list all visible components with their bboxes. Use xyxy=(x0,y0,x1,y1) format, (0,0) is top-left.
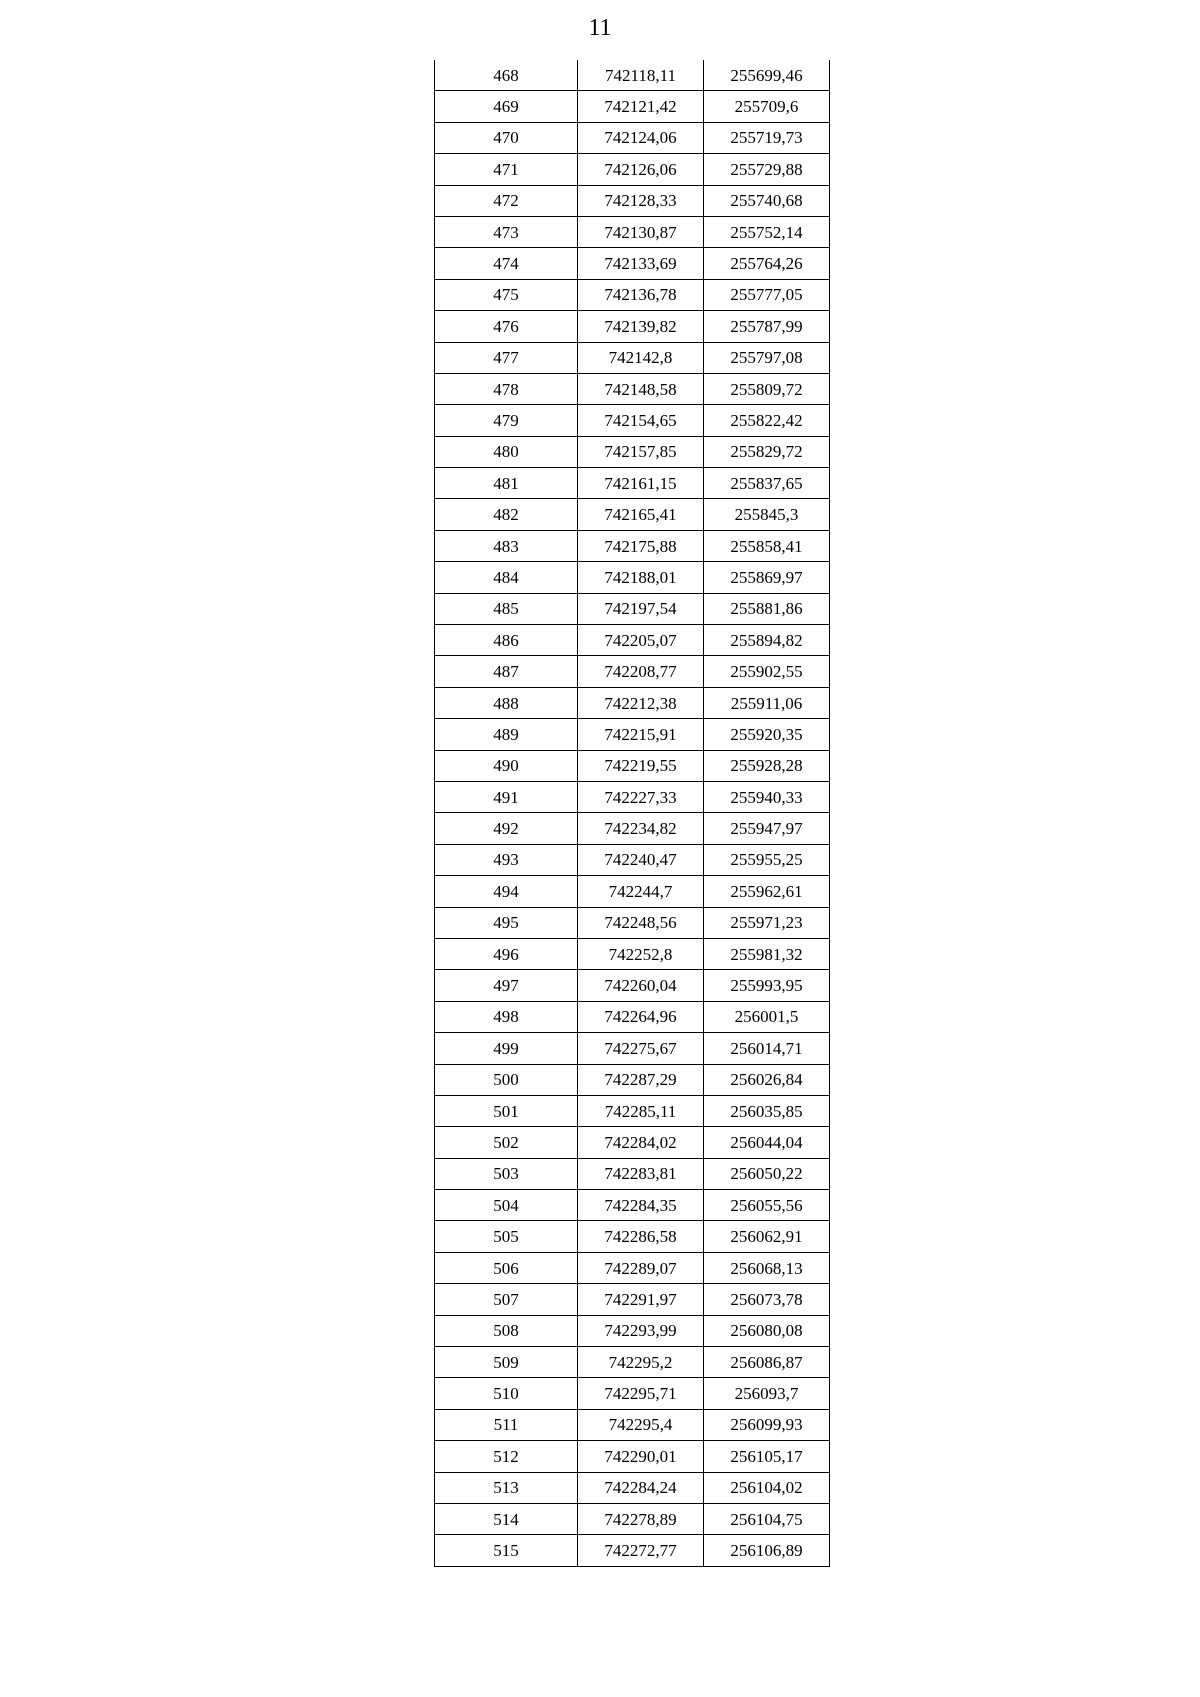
point-number-cell: 475 xyxy=(435,279,578,310)
table-row xyxy=(435,311,830,342)
table-row xyxy=(435,122,830,153)
y-coordinate-cell: 256055,56 xyxy=(704,1190,830,1221)
y-coordinate-cell: 256026,84 xyxy=(704,1064,830,1095)
table-row xyxy=(435,1095,830,1126)
x-coordinate-cell: 742205,07 xyxy=(578,625,704,656)
x-coordinate-cell: 742295,2 xyxy=(578,1347,704,1378)
point-number-cell: 502 xyxy=(435,1127,578,1158)
table-row xyxy=(435,405,830,436)
table-row xyxy=(435,1033,830,1064)
y-coordinate-cell: 256044,04 xyxy=(704,1127,830,1158)
table-row xyxy=(435,970,830,1001)
table-row xyxy=(435,248,830,279)
point-number-cell: 481 xyxy=(435,468,578,499)
table-row xyxy=(435,1409,830,1440)
y-coordinate-cell: 255809,72 xyxy=(704,373,830,404)
x-coordinate-cell: 742275,67 xyxy=(578,1033,704,1064)
y-coordinate-cell: 255709,6 xyxy=(704,91,830,122)
table-row xyxy=(435,91,830,122)
y-coordinate-cell: 256104,02 xyxy=(704,1472,830,1503)
table-row xyxy=(435,185,830,216)
point-number-cell: 474 xyxy=(435,248,578,279)
y-coordinate-cell: 255971,23 xyxy=(704,907,830,938)
y-coordinate-cell: 256014,71 xyxy=(704,1033,830,1064)
point-number-cell: 510 xyxy=(435,1378,578,1409)
y-coordinate-cell: 255729,88 xyxy=(704,154,830,185)
point-number-cell: 468 xyxy=(435,60,578,91)
point-number-cell: 507 xyxy=(435,1284,578,1315)
point-number-cell: 484 xyxy=(435,562,578,593)
point-number-cell: 496 xyxy=(435,938,578,969)
table-row xyxy=(435,687,830,718)
table-row xyxy=(435,1284,830,1315)
point-number-cell: 503 xyxy=(435,1158,578,1189)
table-row xyxy=(435,216,830,247)
x-coordinate-cell: 742284,02 xyxy=(578,1127,704,1158)
x-coordinate-cell: 742227,33 xyxy=(578,781,704,812)
point-number-cell: 476 xyxy=(435,311,578,342)
point-number-cell: 473 xyxy=(435,216,578,247)
x-coordinate-cell: 742197,54 xyxy=(578,593,704,624)
x-coordinate-cell: 742293,99 xyxy=(578,1315,704,1346)
table-row xyxy=(435,1347,830,1378)
x-coordinate-cell: 742139,82 xyxy=(578,311,704,342)
y-coordinate-cell: 256080,08 xyxy=(704,1315,830,1346)
table-row xyxy=(435,813,830,844)
table-row xyxy=(435,876,830,907)
point-number-cell: 483 xyxy=(435,530,578,561)
point-number-cell: 490 xyxy=(435,750,578,781)
y-coordinate-cell: 255829,72 xyxy=(704,436,830,467)
table-row xyxy=(435,279,830,310)
x-coordinate-cell: 742260,04 xyxy=(578,970,704,1001)
point-number-cell: 479 xyxy=(435,405,578,436)
table-row xyxy=(435,562,830,593)
x-coordinate-cell: 742284,24 xyxy=(578,1472,704,1503)
x-coordinate-cell: 742252,8 xyxy=(578,938,704,969)
point-number-cell: 469 xyxy=(435,91,578,122)
x-coordinate-cell: 742154,65 xyxy=(578,405,704,436)
y-coordinate-cell: 256062,91 xyxy=(704,1221,830,1252)
x-coordinate-cell: 742142,8 xyxy=(578,342,704,373)
point-number-cell: 513 xyxy=(435,1472,578,1503)
x-coordinate-cell: 742290,01 xyxy=(578,1441,704,1472)
x-coordinate-cell: 742284,35 xyxy=(578,1190,704,1221)
point-number-cell: 499 xyxy=(435,1033,578,1064)
x-coordinate-cell: 742286,58 xyxy=(578,1221,704,1252)
table-row xyxy=(435,593,830,624)
y-coordinate-cell: 256035,85 xyxy=(704,1095,830,1126)
table-row xyxy=(435,436,830,467)
point-number-cell: 493 xyxy=(435,844,578,875)
table-row xyxy=(435,499,830,530)
y-coordinate-cell: 255993,95 xyxy=(704,970,830,1001)
x-coordinate-cell: 742175,88 xyxy=(578,530,704,561)
y-coordinate-cell: 255962,61 xyxy=(704,876,830,907)
y-coordinate-cell: 256086,87 xyxy=(704,1347,830,1378)
y-coordinate-cell: 255881,86 xyxy=(704,593,830,624)
table-row xyxy=(435,1378,830,1409)
point-number-cell: 477 xyxy=(435,342,578,373)
x-coordinate-cell: 742264,96 xyxy=(578,1001,704,1032)
table-row xyxy=(435,342,830,373)
x-coordinate-cell: 742248,56 xyxy=(578,907,704,938)
x-coordinate-cell: 742285,11 xyxy=(578,1095,704,1126)
table-row xyxy=(435,1315,830,1346)
table-row xyxy=(435,154,830,185)
table-row xyxy=(435,1001,830,1032)
x-coordinate-cell: 742118,11 xyxy=(578,60,704,91)
x-coordinate-cell: 742208,77 xyxy=(578,656,704,687)
y-coordinate-cell: 256068,13 xyxy=(704,1252,830,1283)
y-coordinate-cell: 256073,78 xyxy=(704,1284,830,1315)
x-coordinate-cell: 742215,91 xyxy=(578,719,704,750)
table-row xyxy=(435,625,830,656)
y-coordinate-cell: 255837,65 xyxy=(704,468,830,499)
table-row xyxy=(435,719,830,750)
y-coordinate-cell: 255894,82 xyxy=(704,625,830,656)
x-coordinate-cell: 742234,82 xyxy=(578,813,704,844)
x-coordinate-cell: 742165,41 xyxy=(578,499,704,530)
table-row xyxy=(435,1127,830,1158)
table-row xyxy=(435,1472,830,1503)
point-number-cell: 482 xyxy=(435,499,578,530)
x-coordinate-cell: 742157,85 xyxy=(578,436,704,467)
point-number-cell: 509 xyxy=(435,1347,578,1378)
y-coordinate-cell: 255940,33 xyxy=(704,781,830,812)
x-coordinate-cell: 742136,78 xyxy=(578,279,704,310)
x-coordinate-cell: 742295,4 xyxy=(578,1409,704,1440)
x-coordinate-cell: 742126,06 xyxy=(578,154,704,185)
table-row xyxy=(435,1190,830,1221)
y-coordinate-cell: 255928,28 xyxy=(704,750,830,781)
x-coordinate-cell: 742272,77 xyxy=(578,1535,704,1566)
x-coordinate-cell: 742291,97 xyxy=(578,1284,704,1315)
table-row xyxy=(435,938,830,969)
y-coordinate-cell: 255699,46 xyxy=(704,60,830,91)
table-row xyxy=(435,1221,830,1252)
y-coordinate-cell: 256105,17 xyxy=(704,1441,830,1472)
y-coordinate-cell: 255955,25 xyxy=(704,844,830,875)
y-coordinate-cell: 255947,97 xyxy=(704,813,830,844)
table-row xyxy=(435,1252,830,1283)
point-number-cell: 478 xyxy=(435,373,578,404)
y-coordinate-cell: 256099,93 xyxy=(704,1409,830,1440)
point-number-cell: 491 xyxy=(435,781,578,812)
y-coordinate-cell: 255858,41 xyxy=(704,530,830,561)
x-coordinate-cell: 742289,07 xyxy=(578,1252,704,1283)
y-coordinate-cell: 256001,5 xyxy=(704,1001,830,1032)
x-coordinate-cell: 742278,89 xyxy=(578,1503,704,1534)
point-number-cell: 497 xyxy=(435,970,578,1001)
coordinates-table xyxy=(434,60,830,1567)
table-row xyxy=(435,656,830,687)
point-number-cell: 514 xyxy=(435,1503,578,1534)
point-number-cell: 515 xyxy=(435,1535,578,1566)
table-row xyxy=(435,750,830,781)
x-coordinate-cell: 742219,55 xyxy=(578,750,704,781)
y-coordinate-cell: 255911,06 xyxy=(704,687,830,718)
point-number-cell: 487 xyxy=(435,656,578,687)
point-number-cell: 505 xyxy=(435,1221,578,1252)
y-coordinate-cell: 255902,55 xyxy=(704,656,830,687)
y-coordinate-cell: 255777,05 xyxy=(704,279,830,310)
y-coordinate-cell: 256106,89 xyxy=(704,1535,830,1566)
y-coordinate-cell: 256093,7 xyxy=(704,1378,830,1409)
x-coordinate-cell: 742161,15 xyxy=(578,468,704,499)
y-coordinate-cell: 255869,97 xyxy=(704,562,830,593)
table-row xyxy=(435,1503,830,1534)
point-number-cell: 488 xyxy=(435,687,578,718)
point-number-cell: 492 xyxy=(435,813,578,844)
point-number-cell: 486 xyxy=(435,625,578,656)
x-coordinate-cell: 742283,81 xyxy=(578,1158,704,1189)
y-coordinate-cell: 255764,26 xyxy=(704,248,830,279)
point-number-cell: 489 xyxy=(435,719,578,750)
coordinates-table-body xyxy=(435,60,830,1566)
point-number-cell: 498 xyxy=(435,1001,578,1032)
table-row xyxy=(435,60,830,91)
point-number-cell: 511 xyxy=(435,1409,578,1440)
y-coordinate-cell: 256104,75 xyxy=(704,1503,830,1534)
x-coordinate-cell: 742148,58 xyxy=(578,373,704,404)
x-coordinate-cell: 742295,71 xyxy=(578,1378,704,1409)
x-coordinate-cell: 742133,69 xyxy=(578,248,704,279)
point-number-cell: 501 xyxy=(435,1095,578,1126)
point-number-cell: 508 xyxy=(435,1315,578,1346)
table-row xyxy=(435,468,830,499)
table-row xyxy=(435,1441,830,1472)
x-coordinate-cell: 742212,38 xyxy=(578,687,704,718)
table-row xyxy=(435,373,830,404)
y-coordinate-cell: 255845,3 xyxy=(704,499,830,530)
x-coordinate-cell: 742121,42 xyxy=(578,91,704,122)
x-coordinate-cell: 742287,29 xyxy=(578,1064,704,1095)
table-row xyxy=(435,530,830,561)
point-number-cell: 472 xyxy=(435,185,578,216)
point-number-cell: 470 xyxy=(435,122,578,153)
point-number-cell: 471 xyxy=(435,154,578,185)
point-number-cell: 506 xyxy=(435,1252,578,1283)
x-coordinate-cell: 742244,7 xyxy=(578,876,704,907)
y-coordinate-cell: 255981,32 xyxy=(704,938,830,969)
point-number-cell: 504 xyxy=(435,1190,578,1221)
x-coordinate-cell: 742128,33 xyxy=(578,185,704,216)
y-coordinate-cell: 256050,22 xyxy=(704,1158,830,1189)
table-row xyxy=(435,844,830,875)
table-row xyxy=(435,907,830,938)
y-coordinate-cell: 255797,08 xyxy=(704,342,830,373)
y-coordinate-cell: 255920,35 xyxy=(704,719,830,750)
y-coordinate-cell: 255752,14 xyxy=(704,216,830,247)
x-coordinate-cell: 742124,06 xyxy=(578,122,704,153)
page-number: 11 xyxy=(588,15,612,41)
point-number-cell: 480 xyxy=(435,436,578,467)
x-coordinate-cell: 742188,01 xyxy=(578,562,704,593)
y-coordinate-cell: 255822,42 xyxy=(704,405,830,436)
point-number-cell: 500 xyxy=(435,1064,578,1095)
x-coordinate-cell: 742130,87 xyxy=(578,216,704,247)
y-coordinate-cell: 255740,68 xyxy=(704,185,830,216)
x-coordinate-cell: 742240,47 xyxy=(578,844,704,875)
point-number-cell: 485 xyxy=(435,593,578,624)
table-row xyxy=(435,781,830,812)
table-row xyxy=(435,1064,830,1095)
point-number-cell: 494 xyxy=(435,876,578,907)
y-coordinate-cell: 255787,99 xyxy=(704,311,830,342)
table-row xyxy=(435,1158,830,1189)
y-coordinate-cell: 255719,73 xyxy=(704,122,830,153)
point-number-cell: 495 xyxy=(435,907,578,938)
point-number-cell: 512 xyxy=(435,1441,578,1472)
table-row xyxy=(435,1535,830,1566)
